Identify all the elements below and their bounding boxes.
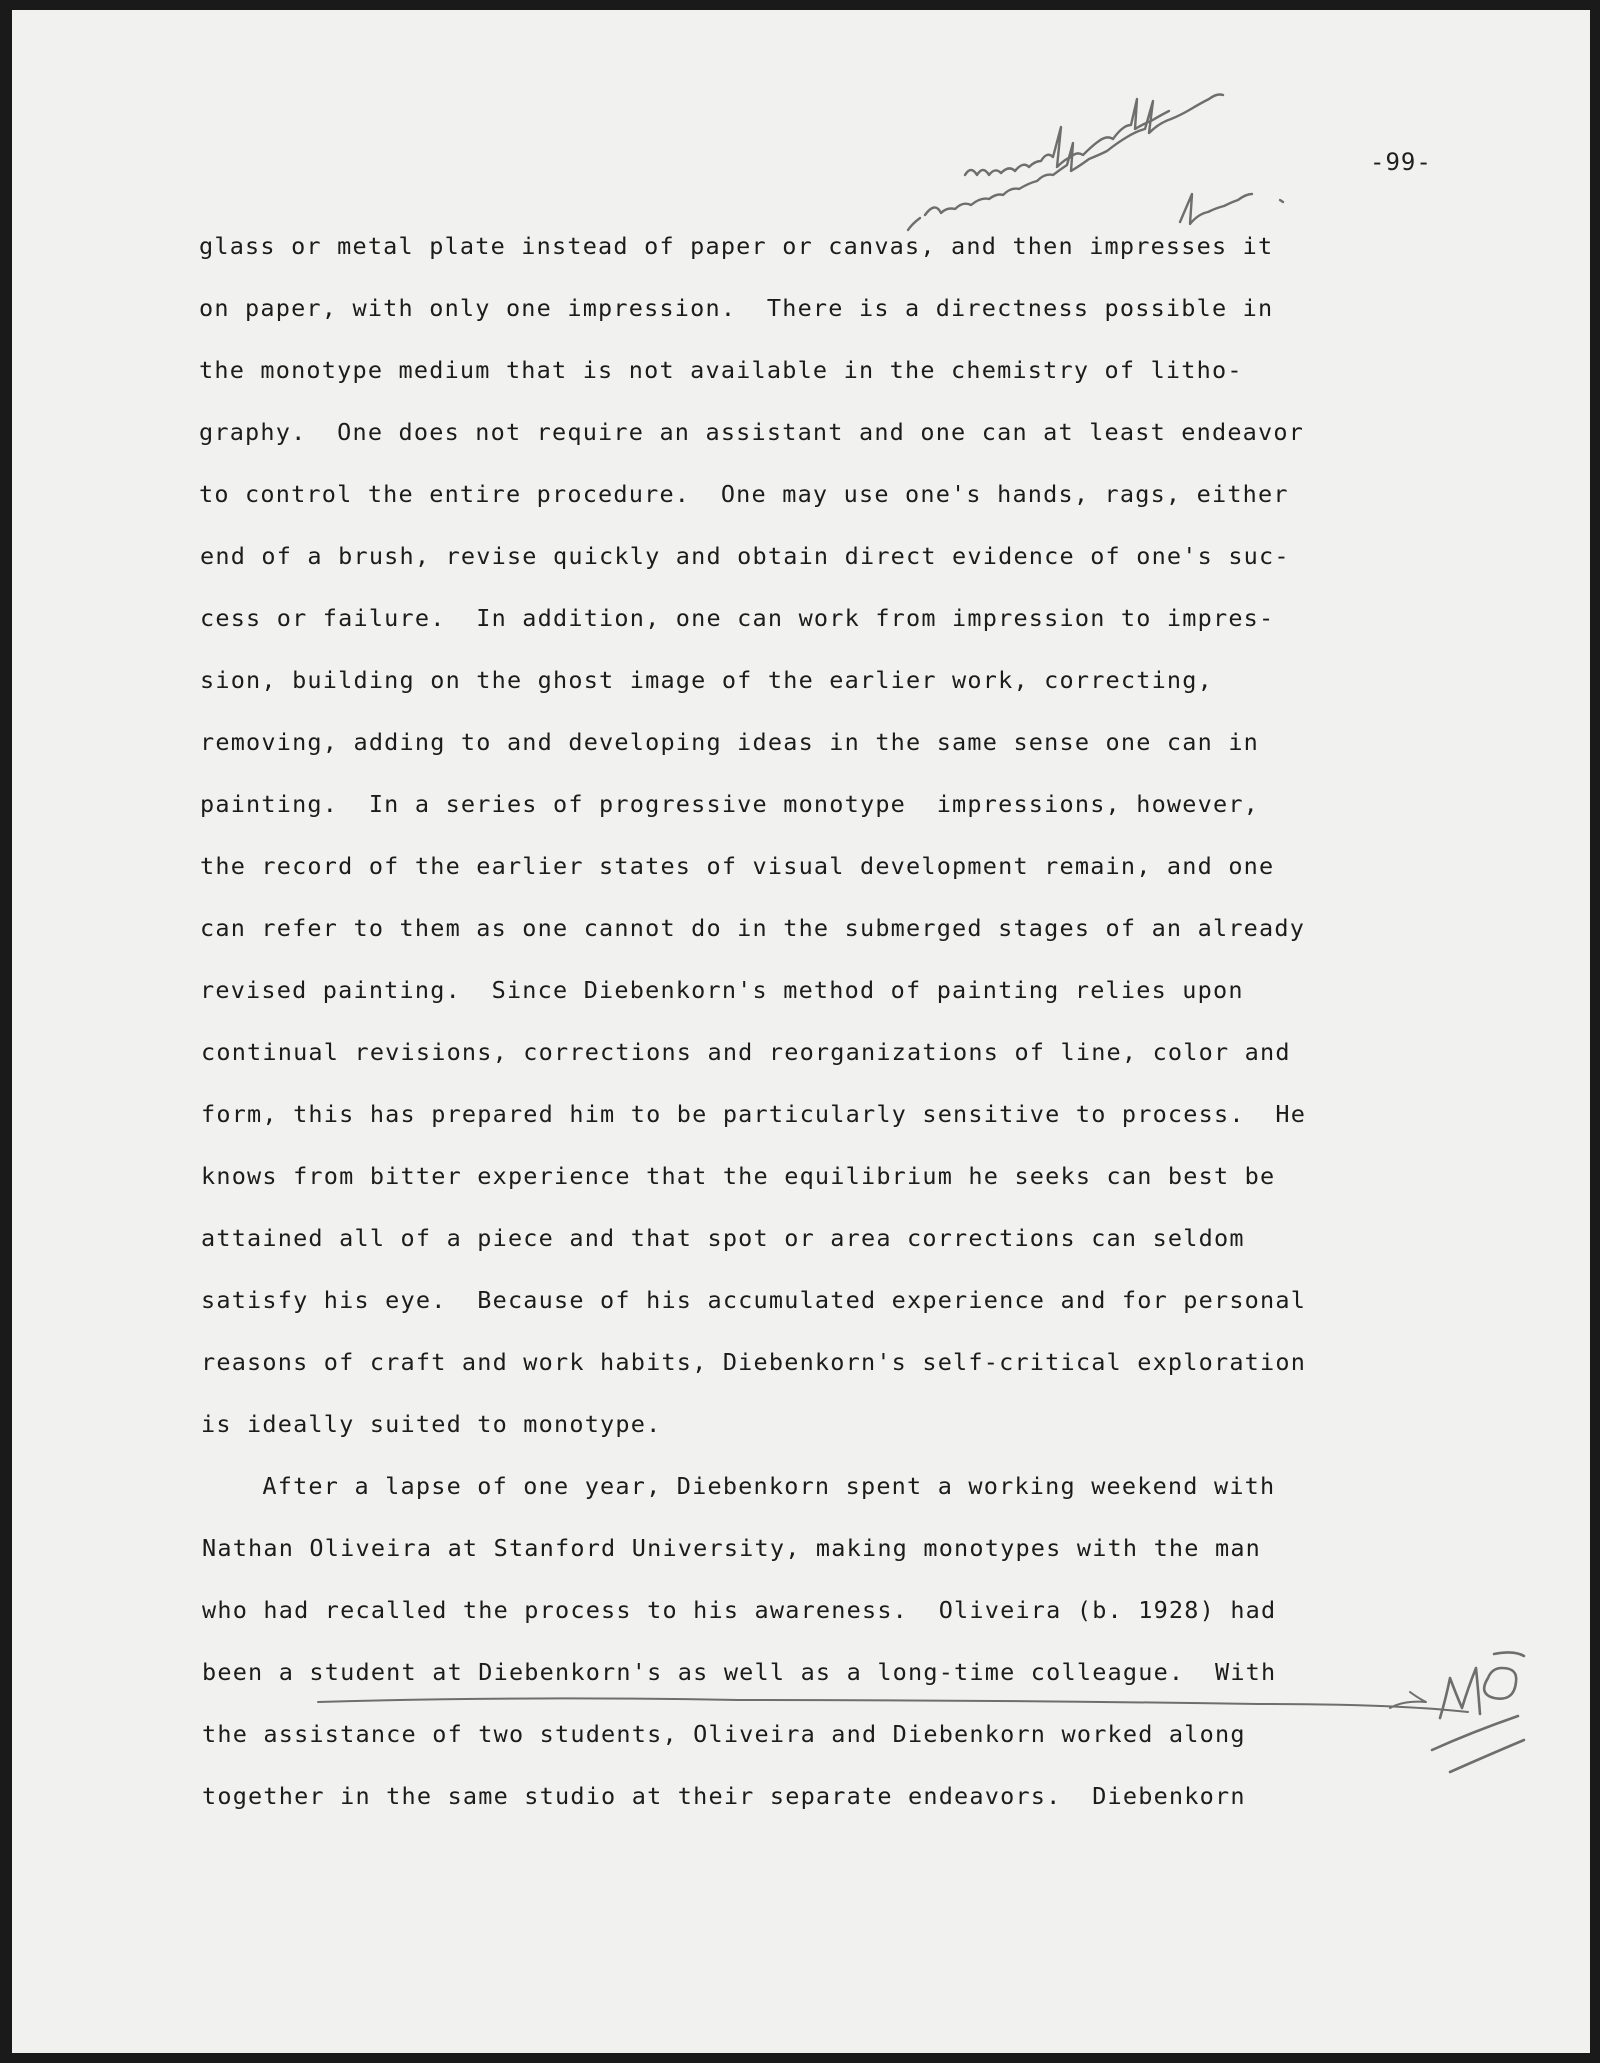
- text-line: form, this has prepared him to be particularly sensitive to process. He: [201, 1100, 1307, 1128]
- page-number: -99-: [1370, 148, 1432, 176]
- text-line: graphy. One does not require an assistant and one can at least endeavor: [199, 418, 1305, 446]
- text-line: sion, building on the ghost image of the earlier work, correcting,: [200, 666, 1213, 694]
- text-line: knows from bitter experience that the equilibrium he seeks can best be: [201, 1162, 1276, 1190]
- text-line: satisfy his eye. Because of his accumulated experience and for personal: [201, 1286, 1307, 1314]
- text-line: Nathan Oliveira at Stanford University, making monotypes with the man: [202, 1534, 1262, 1562]
- text-line: painting. In a series of progressive monotype impressions, however,: [200, 790, 1260, 818]
- text-line: cess or failure. In addition, one can work from impression to impres-: [200, 604, 1275, 632]
- text-line: can refer to them as one cannot do in the submerged stages of an already: [200, 914, 1306, 942]
- text-line: end of a brush, revise quickly and obtain direct evidence of one's suc-: [200, 542, 1290, 570]
- text-line: the assistance of two students, Oliveira and Diebenkorn worked along: [202, 1720, 1246, 1748]
- text-line: been a student at Diebenkorn's as well as a long-time colleague. With: [202, 1658, 1277, 1686]
- text-line: who had recalled the process to his awareness. Oliveira (b. 1928) had: [202, 1596, 1277, 1624]
- text-line: revised painting. Since Diebenkorn's method of painting relies upon: [200, 976, 1244, 1004]
- text-line: on paper, with only one impression. There is a directness possible in: [199, 294, 1274, 322]
- text-line: the record of the earlier states of visual development remain, and one: [200, 852, 1275, 880]
- text-line: After a lapse of one year, Diebenkorn spent a working weekend with: [201, 1472, 1276, 1500]
- text-line: glass or metal plate instead of paper or canvas, and then impresses it: [199, 232, 1274, 260]
- text-line: is ideally suited to monotype.: [201, 1410, 662, 1438]
- text-line: to control the entire procedure. One may use one's hands, rags, either: [199, 480, 1289, 508]
- text-line: the monotype medium that is not available in the chemistry of litho-: [199, 356, 1243, 384]
- text-line: removing, adding to and developing ideas in the same sense one can in: [200, 728, 1260, 756]
- text-line: attained all of a piece and that spot or area corrections can seldom: [201, 1224, 1245, 1252]
- text-line: reasons of craft and work habits, Diebenkorn's self-critical exploration: [201, 1348, 1307, 1376]
- text-line: together in the same studio at their separate endeavors. Diebenkorn: [202, 1782, 1246, 1810]
- text-line: continual revisions, corrections and reorganizations of line, color and: [201, 1038, 1291, 1066]
